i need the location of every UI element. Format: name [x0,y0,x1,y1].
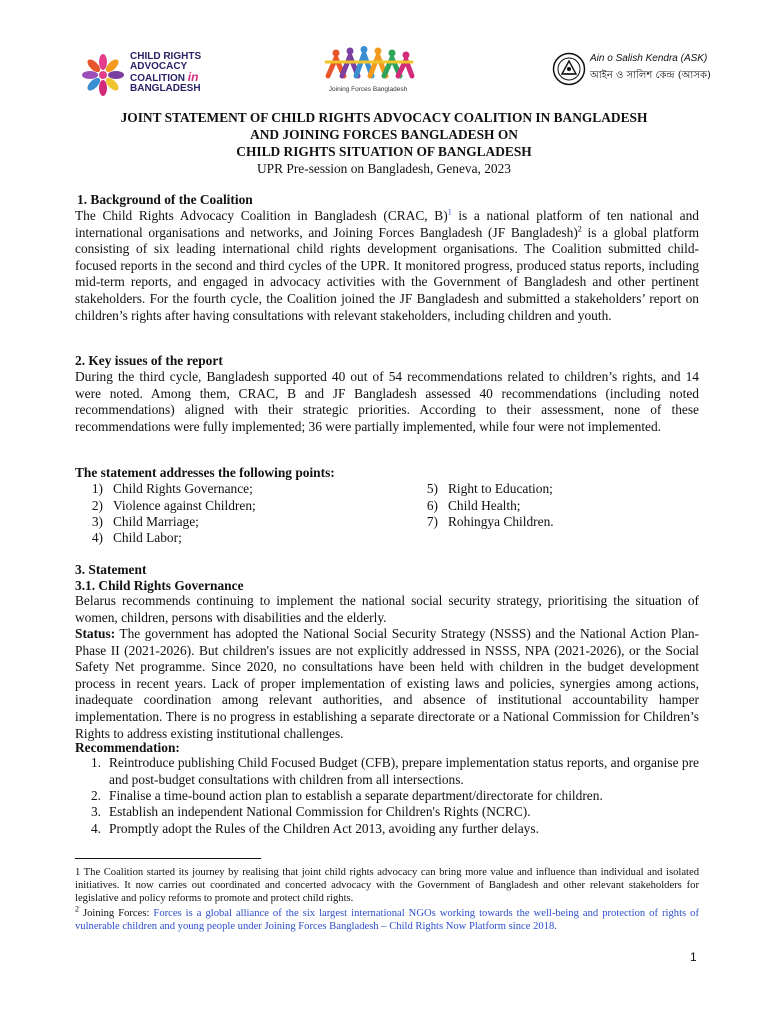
section-3-1-heading: 3.1. Child Rights Governance [75,578,244,593]
title-line-2: AND JOINING FORCES BANGLADESH ON [250,127,518,142]
status-paragraph: Status: The government has adopted the National Social Security Strategy (NSSS) and the National Action Plan- Phase II (2021-2026). But children's issues are not explicitly addressed in NSSS, NPA (2021-2026), or the Social Safety Net programme. Since 2020, no consultations have been held with children in the budget development process in recent years. Lack of proper implementation of existing laws and policies, synergies among actions, inadequate coordination among relevant authorities, and absence of institutional accountability hamper implementation. There is no progress in establishing a separate directorate or a National Commission for Children’s Rights to address existing institutional challenges. [75,626,699,741]
section-1-heading: 1. Background of the Coalition [77,192,253,207]
crac-logo [80,50,240,100]
ask-logo [552,50,711,90]
ask-logo-bangla: আইন ও সালিশ কেন্দ্র (আসক) [590,70,711,81]
list-item: 4) Child Labor; [91,530,182,545]
recommendation-heading: Recommendation: [75,740,180,755]
status-label: Status: [75,626,116,641]
footnote-ref-2[interactable]: 2 [577,224,582,234]
points-heading: The statement addresses the following points: [75,465,335,480]
section-3-heading: 3. Statement [75,562,147,577]
footnote-divider [75,858,261,859]
crac-pinwheel-icon [80,52,126,98]
section-2-paragraph: During the third cycle, Bangladesh supported 40 out of 54 recommendations related to children’s rights, and 14 were noted. Among them, CRAC, B and JF Bangladesh assessed 40 recommendations (including noted recommendations) aligned with their strategic priorities. According to their assessment, none of these recommendations were fully implemented; 36 were partially implemented, while four were not implemented. [75,369,699,434]
list-item: 7) Rohingya Children. [426,514,554,529]
ask-logo-english: Ain o Salish Kendra (ASK) [590,53,708,64]
belarus-recommendation-text: Belarus recommends continuing to implement the national social security strategy, prioritising the situation of women, children, persons with disabilities and the elderly. [75,593,699,625]
title-line-3: CHILD RIGHTS SITUATION OF BANGLADESH [236,144,532,159]
joining-forces-figures-icon [318,46,418,86]
list-item: 5) Right to Education; [426,481,553,496]
list-item: 3) Child Marriage; [91,514,199,529]
footnote-ref-1[interactable]: 1 [447,207,452,217]
list-item: 6) Child Health; [426,498,521,513]
ask-seal-icon [552,52,586,86]
footnote-2: $^2$ Joining Forces: Forces is a global alliance of the six largest international NGOs working towards the well-being and protection of rights of vulnerable children and young people under Joining Forces Bangladesh – Child Rights Now Platform since 2018. [75,904,699,933]
crac-logo-text: CHILD RIGHTS ADVOCACY COALITION in BANGLADESH [130,51,202,94]
joining-forces-caption: Joining Forces Bangladesh [328,86,408,93]
list-item: 1) Child Rights Governance; [91,481,253,496]
section-1-paragraph: The Child Rights Advocacy Coalition in Bangladesh (CRAC, B)$^1$ is a national platform of ten national and international organisations and networks, and Joining Forces Bangladesh (JF Bangladesh)$^2$ is a global platform consisting of six leading international child rights development organisations. The Coalition submitted child-focused reports in the second and third cycles of the UPR. It monitored progress, produced status reports, including mid-term reports, and engaged in advocacy activities with the Government of Bangladesh and other pertinent stakeholders. For the fourth cycle, the Coalition joined the JF Bangladesh and submitted a stakeholders’ report on children’s rights after having consultations with relevant stakeholders, including children and youth. [75,207,699,323]
page-number: 1 [690,950,697,964]
subtitle: UPR Pre-session on Bangladesh, Geneva, 2023 [256,161,512,176]
title-line-1: JOINT STATEMENT OF CHILD RIGHTS ADVOCACY COALITION IN BANGLADESH [120,110,648,125]
footnote-1: 1 The Coalition started its journey by realising that joint child rights advocacy can bring more value and influence than individual and isolated initiatives. It now carries out coordinated and concerted advocacy with the Government of Bangladesh and other relevant stakeholders for legislative and policy reforms to promote and protect child rights. [75,867,699,905]
section-2-heading: 2. Key issues of the report [75,353,223,368]
joining-forces-logo [318,46,418,98]
document-page: CHILD RIGHTS ADVOCACY COALITION in BANGLADESH Joining Forces Bangladesh Ain o Salish Kendra (ASK) আইন ও সালিশ কেন্দ্র (আসক) JOINT STATEMENT OF CHILD RIGHTS ADVOCACY COALITION IN BANGLADESH AND JOINING FORCES BANGLADESH ON CHILD RIGHTS SITUATION OF BANGLADESH UPR Pre-session on Bangladesh, Geneva, 2023 1. Background of the Coalition The Child Rights Advocacy Coalition in Bangladesh (CRAC, B)$^1$ is a national platform of ten national and international organisations and networks, and Joining Forces Bangladesh (JF Bangladesh)$^2$ is a global platform consisting of six leading international child rights development organisations. The Coalition submitted child-focused reports in the second and third cycles of the UPR. It monitored progress, produced status reports, including mid-term reports, and engaged in advocacy activities with the Government of Bangladesh and other pertinent stakeholders. For the fourth cycle, the Coalition joined the JF Bangladesh and submitted a stakeholders’ report on children’s rights after having consultations with relevant stakeholders, including children and youth. 2. Key issues of the report During the third cycle, Bangladesh supported 40 out of 54 recommendations related to children’s rights, and 14 were noted. Among them, CRAC, B and JF Bangladesh assessed 40 recommendations (including noted recommendations) aligned with their strategic priorities. According to their assessment, none of these recommendations were fully implemented; 36 were partially implemented, while four were not implemented. The statement addresses the following points: 1) Child Rights Governance; 2) Violence against Children; 3) Child Marriage; 4) Child Labor; 5) Right to Education; 6) Child Health; 7) Rohingya Children. 3. Statement 3.1. Child Rights Governance Belarus recommends continuing to implement the national social security strategy, prioritising the situation of women, children, persons with disabilities and the elderly. Status: The government has adopted the National Social Security Strategy (NSSS) and the National Action Plan- Phase II (2021-2026). But children's issues are not explicitly addressed in NSSS, NPA (2021-2026), or the Social Safety Net programme. Since 2020, no consultations have been held with children in the budget development process in recent years. Lack of proper implementation of existing laws and policies, synergies among actions, inadequate coordination among relevant authorities, and absence of institutional accountability hamper implementation. There is no progress in establishing a separate directorate or a National Commission for Children’s Rights to address existing institutional challenges. Recommendation: 1. Reintroduce publishing Child Focused Budget (CFB), prepare implementation status reports, and organise pre and post-budget consultations with children from all intersections. 2. Finalise a time-bound action plan to establish a separate department/directorate for children. 3. Establish an independent National Commission for Children's Rights (NCRC). 4. Promptly adopt the Rules of the Children Act 2013, avoiding any further delays. 1 The Coalition started its journey by realising that joint child rights advocacy can bring more value and influence than individual and isolated initiatives. It now carries out coordinated and concerted advocacy with the Government of Bangladesh and other relevant stakeholders for legislative and policy reforms to promote and protect child rights. $^2$ Joining Forces: Forces is a global alliance of the six largest international NGOs working towards the well-being and protection of rights of vulnerable children and young people under Joining Forces Bangladesh – Child Rights Now Platform since 2018. 1 [0,0,768,1024]
list-item: 2) Violence against Children; [91,498,256,513]
